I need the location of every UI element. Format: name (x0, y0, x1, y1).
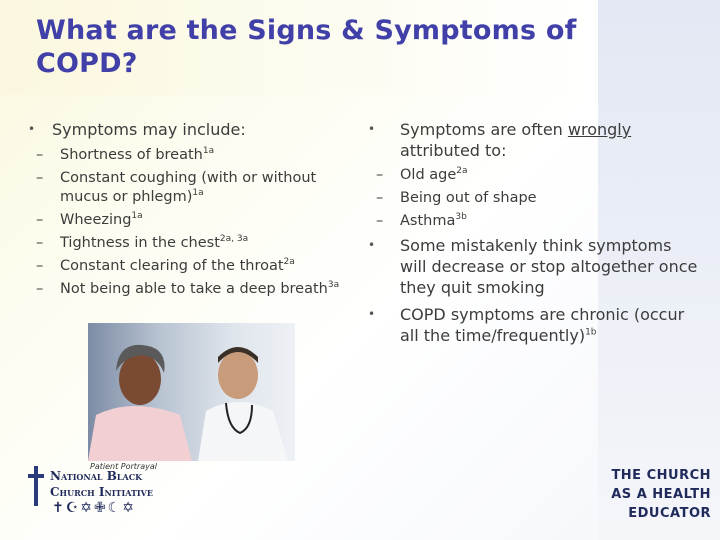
nbci-line2: Church Initiative (50, 485, 153, 499)
misattribution-item-citation: 3b (455, 212, 467, 223)
slide-title: What are the Signs & Symptoms of COPD? (36, 15, 577, 79)
patient-photo (88, 323, 295, 461)
symptom-item-text: Tightness in the chest (60, 235, 220, 251)
patient-photo-image (88, 323, 295, 461)
symptom-list (28, 146, 358, 299)
misattribution-item (368, 189, 698, 208)
symptom-item-citation: 1a (131, 211, 143, 222)
dash-marker: – (376, 213, 384, 229)
right-bullet-3 (368, 304, 698, 346)
misattribution-list (368, 166, 698, 231)
symptom-item-citation: 2a (283, 257, 295, 268)
misattribution-item (368, 212, 698, 231)
bullet-marker: • (28, 122, 36, 136)
bullet1-underlined: wrongly (567, 120, 632, 139)
symptom-item (28, 280, 358, 299)
misattribution-item-text: Being out of shape (400, 190, 537, 206)
symptom-item-text: Shortness of breath (60, 147, 203, 163)
symptom-item (28, 257, 358, 276)
left-column (28, 119, 358, 303)
dash-marker: – (36, 258, 44, 274)
misattribution-item-text: Old age (400, 167, 457, 183)
symptom-item-citation: 2a, 3a (219, 234, 249, 245)
bullet3-text: COPD symptoms are chronic (occur all the time/frequently) (400, 305, 685, 345)
dash-marker: – (36, 281, 44, 297)
symptom-item-text: Not being able to take a deep breath (60, 281, 328, 297)
left-bullet (28, 119, 358, 140)
dash-marker: – (36, 170, 44, 186)
dash-marker: – (36, 235, 44, 251)
dash-marker: – (376, 167, 384, 183)
right-column (368, 119, 698, 346)
dash-marker: – (36, 212, 44, 228)
logo-right-line3: EDUCATOR (628, 506, 711, 521)
right-bullet-2 (368, 235, 698, 298)
logo-right-line1: THE CHURCH (611, 468, 711, 483)
bullet2-text: Some mistakenly think symptoms will decrease or stop altogether once they quit smoking (400, 236, 698, 297)
misattribution-item-citation: 2a (456, 166, 468, 177)
symptom-item-citation: 1a (202, 146, 215, 157)
bullet-marker: • (368, 307, 376, 321)
symptom-item (28, 169, 358, 207)
dash-marker: – (36, 147, 44, 163)
photo-caption: Patient Portrayal (90, 462, 157, 471)
bullet-marker: • (368, 238, 376, 252)
dash-marker: – (376, 190, 384, 206)
bullet1-text-after: attributed to: (400, 141, 507, 160)
bullet-marker: • (368, 122, 376, 136)
symptom-item (28, 211, 358, 230)
symptom-item-text: Wheezing (60, 212, 132, 228)
bullet1-text-before: Symptoms are often (400, 120, 568, 139)
nbci-logo (28, 466, 178, 522)
symptom-item-text: Constant clearing of the throat (60, 258, 284, 274)
faith-symbols-icon: ✝☪✡✙☾✡ (52, 500, 137, 516)
symptom-item-citation: 1a (192, 188, 204, 199)
misattribution-item (368, 166, 698, 185)
right-bullet-1 (368, 119, 698, 161)
symptom-item-citation: 3a (327, 280, 340, 291)
symptom-item (28, 146, 358, 165)
symptoms-intro: Symptoms may include: (52, 120, 246, 139)
nbci-line1: National Black (50, 469, 143, 483)
logo-right-line2: AS A HEALTH (611, 487, 711, 502)
church-health-educator-logo (603, 466, 711, 523)
misattribution-item-text: Asthma (400, 213, 456, 229)
symptom-item (28, 234, 358, 253)
symptom-item-text: Constant coughing (with or without mucus or phlegm) (60, 170, 317, 205)
bullet3-citation: 1b (585, 327, 597, 338)
